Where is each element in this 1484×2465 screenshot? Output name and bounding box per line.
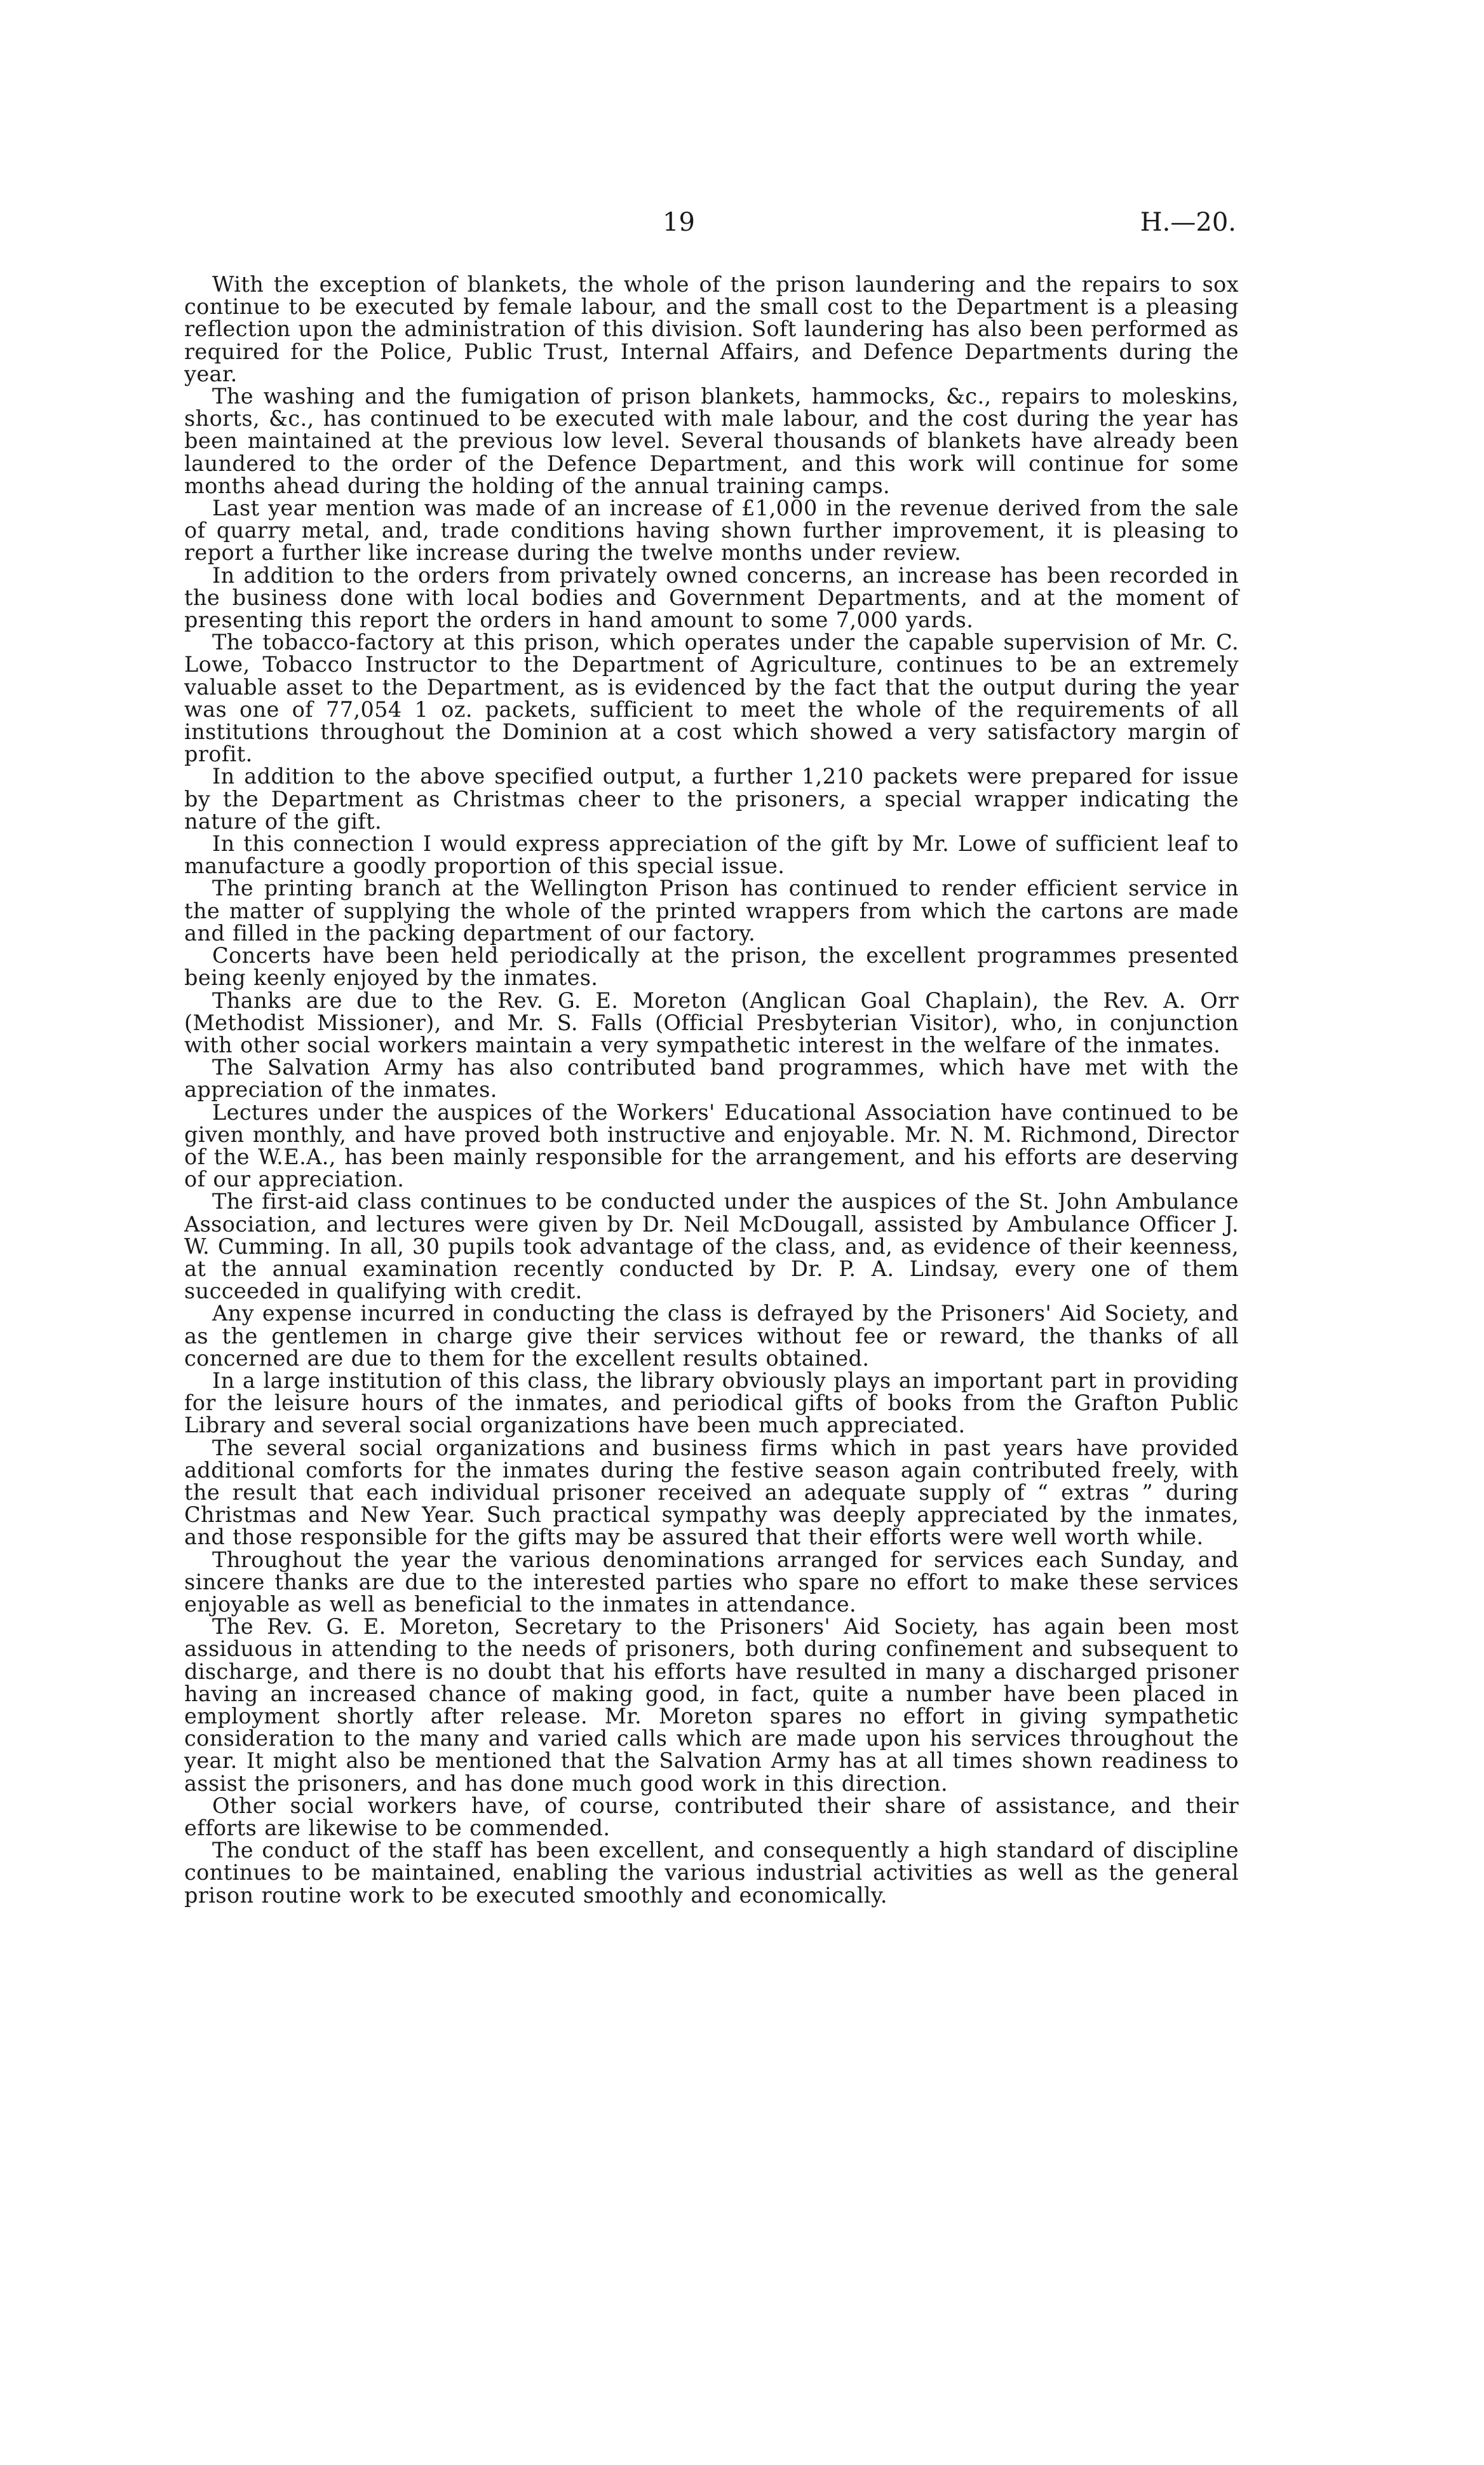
paragraph-sunday-services: Throughout the year the various denominations arranged for services each Sunday, and sincere thanks are due to the interested parties who spare no effort to make these services enjoyable as well as beneficial to the inmates in attendance. bbox=[184, 1547, 1239, 1617]
page-number: 19 bbox=[663, 208, 695, 237]
paragraph-class-expense: Any expense incurred in conducting the class is defrayed by the Prisoners' Aid Society, and as the gentlemen in charge give their services without fee or reward, the thanks of all concerned are due to them for the excellent results obtained. bbox=[184, 1301, 1239, 1371]
paragraph-thanks-chaplains: Thanks are due to the Rev. G. E. Moreton (Anglican Goal Chaplain), the Rev. A. Orr (Methodist Missioner), and Mr. S. Falls (Official Presbyterian Visitor), who, in conjunction with other social workers maintain a very sympathetic interest in the welfare of the inmates. bbox=[184, 988, 1239, 1057]
paragraph-quarry-revenue: Last year mention was made of an increase of £1,000 in the revenue derived from the sale of quarry metal, and, trade conditions having shown further improvement, it is pleasing to report a further like increase during the twelve months under review. bbox=[184, 496, 1239, 566]
paragraph-orders: In addition to the orders from privately owned concerns, an increase has been recorded in the business done with local bodies and Government Departments, and at the moment of presenting this report the orders in hand amount to some 7,000 yards. bbox=[184, 562, 1239, 633]
paragraph-social-workers: Other social workers have, of course, contributed their share of assistance, and their efforts are likewise to be commended. bbox=[184, 1793, 1239, 1841]
paragraph-lowe-gift: In this connection I would express appreciation of the gift by Mr. Lowe of sufficient leaf to manufacture a goodly proportion of this special issue. bbox=[184, 831, 1239, 879]
paragraph-laundering: With the exception of blankets, the whole of the prison laundering and the repairs to sox continue to be executed by female labour, and the small cost to the Department is a pleasing reflection upon the administration of this division. Soft laundering has also been performed as required for the Police, Public Trust, Internal Affairs, and Defence Departments during the year. bbox=[184, 272, 1239, 386]
paragraph-staff-conduct: The conduct of the staff has been excellent, and consequently a high standard of discipline continues to be maintained, enabling the various industrial activities as well as the general prison routine work to be executed smoothly and economically. bbox=[184, 1838, 1239, 1908]
paragraph-blankets: The washing and the fumigation of prison blankets, hammocks, &c., repairs to moleskins, shorts, &c., has continued to be executed with male labour, and the cost during the year has been maintained at the previous low level. Several thousands of blankets have already been laundered to the order of the Defence Department, and this work will continue for some months ahead during the holding of the annual training camps. bbox=[184, 384, 1239, 498]
paragraph-salvation-army-band: The Salvation Army has also contributed band programmes, which have met with the appreciation of the inmates. bbox=[184, 1055, 1239, 1103]
paragraph-christmas-packets: In addition to the above specified output, a further 1,210 packets were prepared for issue by the Department as Christmas cheer to the prisoners, a special wrapper indicating the nature of the gift. bbox=[184, 764, 1239, 834]
paragraph-prisoners-aid: The Rev. G. E. Moreton, Secretary to the Prisoners' Aid Society, has again been most assiduous in attending to the needs of prisoners, both during confinement and subsequent to discharge, and there is no doubt that his efforts have resulted in many a discharged prisoner having an increased chance of making good, in fact, quite a number have been placed in employment shortly after release. Mr. Moreton spares no effort in giving sympathetic consideration to the many and varied calls which are made upon his services throughout the year. It might also be mentioned that the Salvation Army has at all times shown readiness to assist the prisoners, and has done much good work in this direction. bbox=[184, 1614, 1239, 1796]
report-body bbox=[184, 273, 1239, 1906]
paragraph-concerts: Concerts have been held periodically at the prison, the excellent programmes presented being keenly enjoyed by the inmates. bbox=[184, 943, 1239, 991]
paragraph-tobacco-factory: The tobacco-factory at this prison, which operates under the capable supervision of Mr. C. Lowe, Tobacco Instructor to the Department of Agriculture, continues to be an extremely valuable asset to the Department, as is evidenced by the fact that the output during the year was one of 77,054 1 oz. packets, sufficient to meet the whole of the requirements of all institutions throughout the Dominion at a cost which showed a very satisfactory margin of profit. bbox=[184, 630, 1239, 767]
document-reference: H.—20. bbox=[1140, 208, 1236, 237]
paragraph-festive-comforts: The several social organizations and business firms which in past years have provided additional comforts for the inmates during the festive season again contributed freely, with the result that each individual prisoner received an adequate supply of “ extras ” during Christmas and New Year. Such practical sympathy was deeply appreciated by the inmates, and those responsible for the gifts may be assured that their efforts were well worth while. bbox=[184, 1435, 1239, 1550]
paragraph-first-aid: The first-aid class continues to be conducted under the auspices of the St. John Ambulance Association, and lectures were given by Dr. Neil McDougall, assisted by Ambulance Officer J. W. Cumming. In all, 30 pupils took advantage of the class, and, as evidence of their keenness, at the annual examination recently conducted by Dr. P. A. Lindsay, every one of them succeeded in qualifying with credit. bbox=[184, 1189, 1239, 1304]
page-header bbox=[0, 203, 1484, 241]
paragraph-printing-branch: The printing branch at the Wellington Prison has continued to render efficient service in the matter of supplying the whole of the printed wrappers from which the cartons are made and filled in the packing department of our factory. bbox=[184, 876, 1239, 946]
paragraph-library: In a large institution of this class, the library obviously plays an important part in providing for the leisure hours of the inmates, and periodical gifts of books from the Grafton Public Library and several social organizations have been much appreciated. bbox=[184, 1368, 1239, 1438]
paragraph-wea-lectures: Lectures under the auspices of the Workers' Educational Association have continued to be given monthly, and have proved both instructive and enjoyable. Mr. N. M. Richmond, Director of the W.E.A., has been mainly responsible for the arrangement, and his efforts are deserving of our appreciation. bbox=[184, 1099, 1239, 1192]
